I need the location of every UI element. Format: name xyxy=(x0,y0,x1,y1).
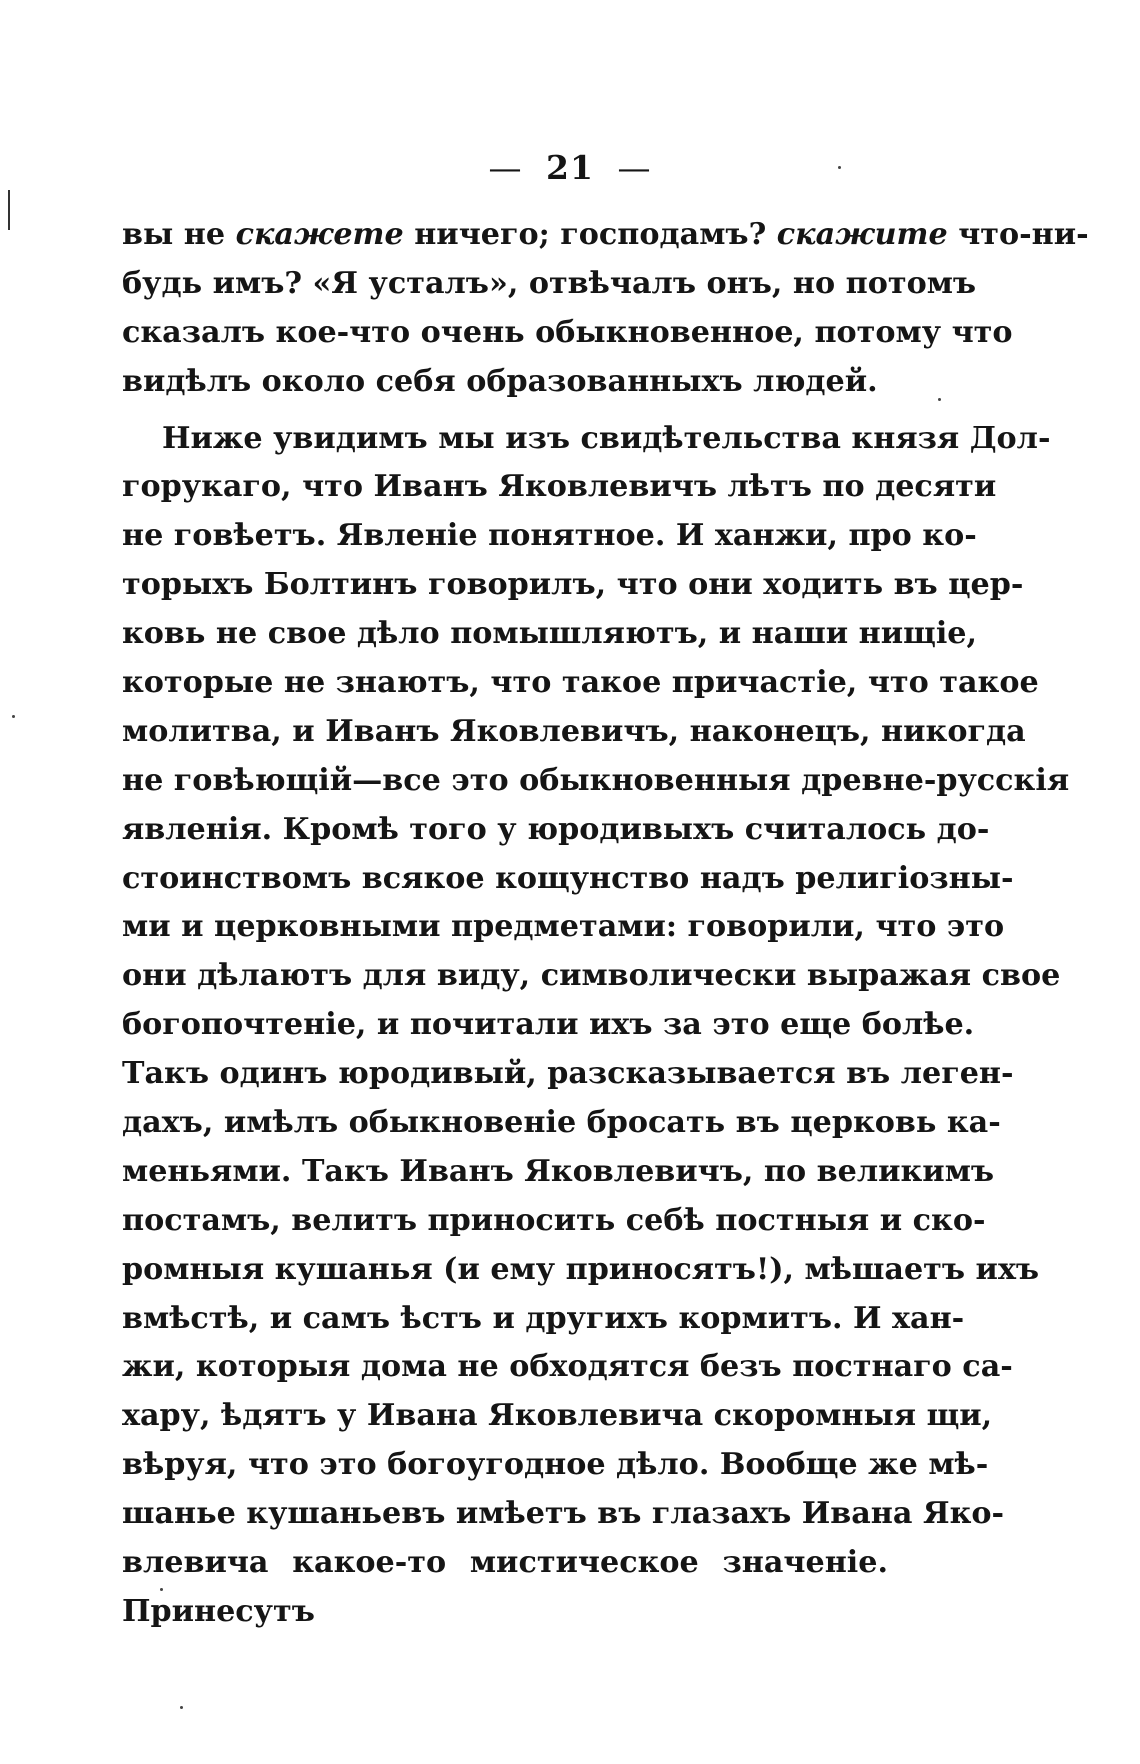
text-line: Ниже увидимъ мы изъ свидѣтельства князя Дол- xyxy=(162,420,1051,456)
scan-speck xyxy=(938,398,941,401)
text-line: будь имъ? «Я усталъ», отвѣчалъ онъ, но потомъ xyxy=(122,265,977,301)
body-text xyxy=(122,211,1089,1629)
text-line: жи, которыя дома не обходятся безъ постнаго са- xyxy=(122,1349,1013,1385)
text-line: не говѣющій—все это обыкновенныя древне-русскія xyxy=(122,762,1070,798)
text-line: влевича какое-то мистическое значеніе. Принесутъ xyxy=(122,1545,888,1629)
text-line: молитва, и Иванъ Яковлевичъ, наконецъ, никогда xyxy=(122,713,1026,749)
text-line: шанье кушаньевъ имѣетъ въ глазахъ Ивана Яко- xyxy=(122,1496,1005,1532)
text-line: они дѣлаютъ для виду, символически выражая свое xyxy=(122,958,1061,994)
text-line: не говѣетъ. Явленіе понятное. И ханжи, про ко- xyxy=(122,518,977,554)
scan-speck xyxy=(180,1706,183,1709)
text-line: хару, ѣдятъ у Ивана Яковлевича скоромныя щи, xyxy=(122,1398,993,1434)
text-line: которые не знаютъ, что такое причастіе, что такое xyxy=(122,665,1039,701)
page-number-dash-left: — xyxy=(488,148,523,187)
text-line: стоинствомъ всякое кощунство надъ религіозны- xyxy=(122,860,1014,896)
page-number-dash-right: — xyxy=(617,148,652,187)
text-line: меньями. Такъ Иванъ Яковлевичъ, по великимъ xyxy=(122,1153,995,1189)
text-line: видѣлъ около себя образованныхъ людей. xyxy=(122,363,878,399)
text-line: торыхъ Болтинъ говорилъ, что они ходить въ цер- xyxy=(122,567,1024,603)
text-line: сказалъ кое-что очень обыкновенное, потому что xyxy=(122,314,1013,350)
scan-edge-mark xyxy=(8,190,10,230)
text-line: вѣруя, что это богоугодное дѣло. Вообще же мѣ- xyxy=(122,1447,989,1483)
scan-speck xyxy=(838,166,841,169)
emphasized-word: скажите xyxy=(776,217,948,252)
scan-speck xyxy=(12,715,15,718)
text-line: ми и церковными предметами: говорили, что это xyxy=(122,909,1005,945)
emphasized-word: скажете xyxy=(235,217,404,252)
text-line: ковь не свое дѣло помышляютъ, и наши нищіе, xyxy=(122,616,978,652)
text-line: вы не скажете ничего; господамъ? скажите что-ни- xyxy=(122,217,1089,252)
text-line: Такъ одинъ юродивый, разсказывается въ леген- xyxy=(122,1056,1014,1092)
page-number-value: 21 xyxy=(546,148,594,187)
text-line: явленія. Кромѣ того у юродивыхъ считалось до- xyxy=(122,811,990,847)
text-line: дахъ, имѣлъ обыкновеніе бросать въ церковь ка- xyxy=(122,1105,1001,1141)
paragraph-gap xyxy=(122,407,888,415)
text-line: богопочтеніе, и почитали ихъ за это еще болѣе. xyxy=(122,1007,975,1043)
text-line: ромныя кушанья (и ему приносятъ!), мѣшаетъ ихъ xyxy=(122,1251,1040,1287)
text-line: постамъ, велитъ приносить себѣ постныя и ско- xyxy=(122,1202,986,1238)
text-line: вмѣстѣ, и самъ ѣстъ и другихъ кормитъ. И хан- xyxy=(122,1300,965,1336)
page-number xyxy=(0,148,1140,187)
text-line: горукаго, что Иванъ Яковлевичъ лѣтъ по десяти xyxy=(122,469,997,505)
scan-speck xyxy=(160,1588,163,1591)
